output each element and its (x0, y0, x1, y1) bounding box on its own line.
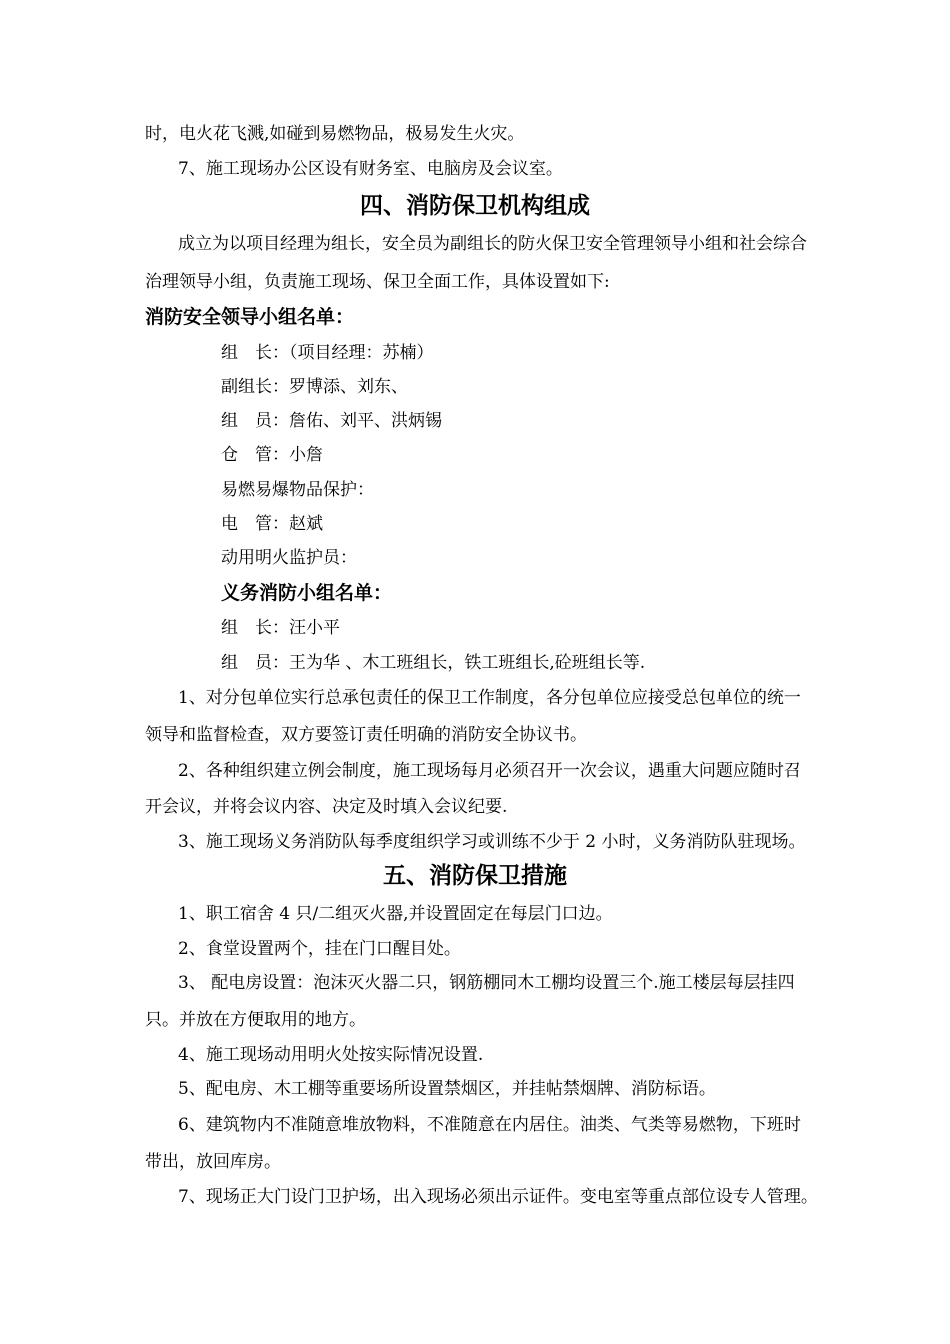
volunteer-member: 组 员：王为华 、木工班组长，铁工班组长,砼班组长等. (221, 653, 646, 673)
leadership-member: 组 长：（项目经理：苏楠） (221, 343, 434, 363)
section-5-item-3-line-1: 3、 配电房设置：泡沫灭火器二只，钢筋棚同木工棚均设置三个.施工楼层每层挂四 (178, 973, 795, 993)
section-5-item-3-line-2: 只。并放在方便取用的地方。 (145, 1010, 366, 1030)
section-5-item-1: 1、职工宿舍 4 只/二组灭火器,并设置固定在每层门口边。 (178, 904, 613, 924)
section-4-item-1-line-1: 1、对分包单位实行总承包责任的保卫工作制度，各分包单位应接受总包单位的统一 (178, 688, 801, 708)
leadership-group-title: 消防安全领导小组名单： (145, 306, 355, 328)
section-5-item-4: 4、施工现场动用明火处按实际情况设置. (178, 1045, 484, 1065)
leadership-member: 仓 管：小詹 (221, 445, 323, 465)
section-5-item-5: 5、配电房、木工棚等重要场所设置禁烟区，并挂帖禁烟牌、消防标语。 (178, 1079, 716, 1099)
volunteer-member: 组 长：汪小平 (221, 618, 340, 638)
continuation-line: 时，电火花飞溅,如碰到易燃物品，极易发生火灾。 (145, 124, 525, 144)
section-5-item-2: 2、食堂设置两个，挂在门口醒目处。 (178, 939, 461, 959)
section-4-item-2-line-1: 2、各种组织建立例会制度，施工现场每月必须召开一次会议，遇重大问题应随时召 (178, 761, 801, 781)
item-7: 7、施工现场办公区设有财务室、电脑房及会议室。 (178, 159, 563, 179)
section-5-item-6-line-1: 6、建筑物内不准随意堆放物料，不准随意在内居住。油类、气类等易燃物，下班时 (178, 1115, 801, 1135)
section-4-item-2-line-2: 开会议，并将会议内容、决定及时填入会议纪要. (145, 797, 508, 817)
volunteer-group-title: 义务消防小组名单： (221, 582, 393, 604)
section-5-item-6-line-2: 带出，放回库房。 (145, 1152, 281, 1172)
leadership-member: 副组长：罗博添、刘东、 (221, 377, 408, 397)
section-4-intro-line-1: 成立为以项目经理为组长，安全员为副组长的防火保卫安全管理领导小组和社会综合 (178, 234, 807, 254)
leadership-member: 动用明火监护员： (221, 548, 357, 568)
leadership-member: 电 管：赵斌 (221, 514, 323, 534)
section-4-intro-line-2: 治理领导小组，负责施工现场、保卫全面工作，具体设置如下: (145, 272, 610, 292)
leadership-member: 易燃易爆物品保护： (221, 480, 374, 500)
section-5-item-7: 7、现场正大门设门卫护场，出入现场必须出示证件。变电室等重点部位设专人管理。 (178, 1187, 818, 1207)
leadership-member: 组 员：詹佑、刘平、洪炳锡 (221, 411, 442, 431)
section-4-heading: 四、消防保卫机构组成 (360, 193, 590, 219)
section-5-heading: 五、消防保卫措施 (383, 863, 567, 889)
section-4-item-3: 3、施工现场义务消防队每季度组织学习或训练不少于 2 小时，义务消防队驻现场。 (178, 832, 806, 852)
section-4-item-1-line-2: 领导和监督检查，双方要签订责任明确的消防安全协议书。 (145, 725, 587, 745)
